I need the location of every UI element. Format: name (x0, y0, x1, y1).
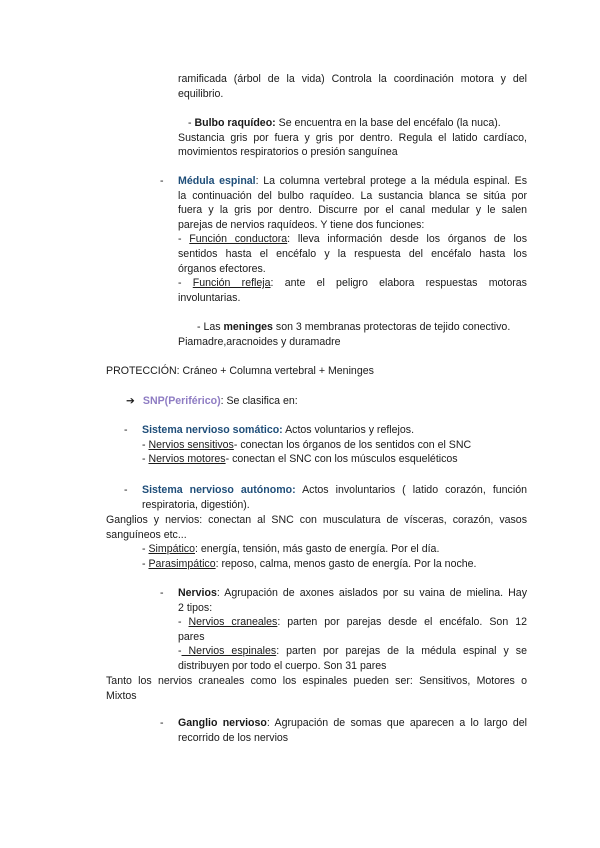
nervios-craneales-line1 (178, 615, 527, 630)
f1-prefix: - (178, 233, 190, 246)
medula-line1 (178, 174, 527, 189)
cerebelo-continuation (178, 72, 527, 101)
bulbo-line1-rest: Se encuentra en la base del encéfalo (la nuca). (275, 117, 501, 129)
autonomo-line2: respiratoria, digestión). (142, 498, 250, 511)
ganglios-line1: Ganglios y nervios: conectan al SNC con musculatura de vísceras, corazón, vasos (106, 514, 527, 526)
nervios-motores-line (142, 452, 527, 467)
autonomo-rest: Actos involuntarios ( latido corazón, función (295, 484, 527, 496)
ganglios-paragraph (106, 513, 527, 542)
ganglios-line2: sanguíneos etc... (106, 528, 187, 541)
somatico-term: Sistema nervioso somático: (142, 424, 283, 436)
cerebelo-line2: equilibrio. (178, 87, 224, 100)
f2-rest: : ante el peligro elabora respuestas motoras (270, 277, 527, 290)
s2-prefix: - (142, 453, 149, 466)
autonomo-line1 (142, 483, 527, 498)
nervios-rest: : Agrupación de axones aislados por su vaina de mielina. Hay (216, 587, 527, 599)
snp-term: SNP(Periférico) (142, 395, 221, 407)
somatico-dash: - (124, 424, 128, 436)
s1-prefix: - (142, 438, 149, 451)
simpatico-line (142, 542, 527, 557)
ganglio-rest: : Agrupación de somas que aparecen a lo largo del (266, 717, 528, 729)
medula-term: Médula espinal (178, 175, 256, 187)
medula-espinal-section (178, 174, 527, 305)
nervios-sensitivos-term: Nervios sensitivos (148, 438, 234, 451)
autonomo-dash: - (124, 484, 128, 496)
funcion-conductora-line1 (178, 232, 527, 247)
ganglio-section (178, 716, 527, 745)
meninges-line2: Piamadre,aracnoides y duramadre (178, 335, 341, 348)
simpatico-parasimpatico (142, 542, 527, 571)
a2-prefix: - (142, 557, 149, 570)
simpatico-term: Simpático (148, 543, 195, 555)
nervios-espinales-line1 (178, 644, 527, 659)
medula-line2: la continuación del bulbo raquídeo. La sustancia blanca se sitúa por (178, 189, 527, 202)
n2-prefix: - (178, 645, 182, 658)
ganglio-line1 (178, 716, 527, 731)
nervios-section (178, 586, 527, 674)
nervios-term: Nervios (178, 587, 217, 599)
somatico-section (142, 423, 527, 467)
n1-prefix: - (178, 616, 189, 629)
s2-rest: - conectan el SNC con los músculos esqueléticos (225, 453, 458, 466)
proteccion-line: PROTECCIÓN: Cráneo + Columna vertebral + Meninges (106, 365, 374, 377)
bulbo-prefix: - (188, 117, 195, 129)
autonomo-section (142, 483, 527, 512)
nervios-craneales-term: Nervios craneales (188, 616, 278, 629)
nervios-espinales-line2: distribuyen por todo el cuerpo. Son 31 pares (178, 659, 387, 672)
funcion-conductora-line3: órganos efectores. (178, 262, 266, 275)
funcion-conductora-term: Función conductora (189, 233, 288, 246)
bulbo-raquideo-section (178, 116, 527, 160)
meninges-line1-rest: son 3 membranas protectoras de tejido conectivo. (272, 321, 511, 333)
f1-rest: : lleva información desde los órganos de los (287, 233, 527, 246)
ganglio-term: Ganglio nervioso (178, 717, 267, 729)
funcion-refleja-term: Función refleja (192, 277, 271, 290)
bulbo-line2: Sustancia gris por fuera y gris por dentro. Regula el latido cardíaco, (178, 131, 527, 144)
meninges-term: meninges (223, 321, 273, 333)
medula-line1-rest: : La columna vertebral protege a la médula espinal. Es (255, 175, 527, 187)
n2-rest: : parten por parejas de la médula espinal y se (276, 645, 527, 658)
parasimpatico-line (142, 557, 527, 572)
snp-rest: : Se clasifica en: (220, 395, 298, 407)
nervios-line1 (178, 586, 527, 601)
somatico-line1 (142, 423, 527, 438)
bulbo-line3: movimientos respiratorios o presión sanguínea (178, 146, 398, 159)
meninges-line1 (178, 320, 527, 335)
tanto-line1: Tanto los nervios craneales como los espinales pueden ser: Sensitivos, Motores o (106, 675, 527, 687)
medula-dash: - (160, 175, 164, 187)
funcion-refleja-line2: involuntarias. (178, 291, 241, 304)
medula-line3: fuera y la gris por dentro. Discurre por el canal medular y le salen (178, 204, 527, 217)
tanto-line2: Mixtos (106, 689, 137, 702)
ganglio-dash: - (160, 717, 164, 729)
tanto-paragraph (106, 674, 527, 703)
f2-prefix: - (178, 277, 193, 290)
nervios-line2: 2 tipos: (178, 601, 213, 614)
n1-rest: : parten por parejas desde el encéfalo. Son 12 (277, 616, 527, 629)
bulbo-term: Bulbo raquídeo: (194, 117, 276, 129)
meninges-prefix: - Las (197, 321, 224, 333)
meninges-section (178, 320, 527, 349)
cerebelo-line1: ramificada (árbol de la vida) Controla la coordinación motora y del (178, 73, 527, 85)
s1-rest: - conectan los órganos de los sentidos con el SNC (233, 438, 472, 451)
arrow-icon: ➔ (126, 395, 135, 407)
funcion-refleja-line1 (178, 276, 527, 291)
nervios-espinales-term: Nervios espinales (181, 645, 277, 658)
ganglio-line2: recorrido de los nervios (178, 731, 289, 744)
nervios-motores-term: Nervios motores (148, 453, 226, 466)
medula-line4: parejas de nervios raquídeos. Y tiene dos funciones: (178, 218, 425, 231)
nervios-dash: - (160, 587, 164, 599)
a2-rest: : reposo, calma, menos gasto de energía. Por la noche. (215, 557, 477, 570)
bulbo-line1 (178, 116, 527, 131)
parasimpatico-term: Parasimpático (148, 557, 216, 570)
nervios-craneales-line2: pares (178, 630, 205, 643)
a1-rest: : energía, tensión, más gasto de energía. Por el día. (195, 543, 440, 555)
funcion-conductora-line2: sentidos hasta el encéfalo y la respuesta del encéfalo hasta los (178, 247, 527, 260)
a1-prefix: - (142, 543, 149, 555)
somatico-rest: Actos voluntarios y reflejos. (282, 424, 415, 436)
autonomo-term: Sistema nervioso autónomo: (142, 484, 296, 496)
nervios-sensitivos-line (142, 438, 527, 453)
snp-line (126, 394, 298, 409)
